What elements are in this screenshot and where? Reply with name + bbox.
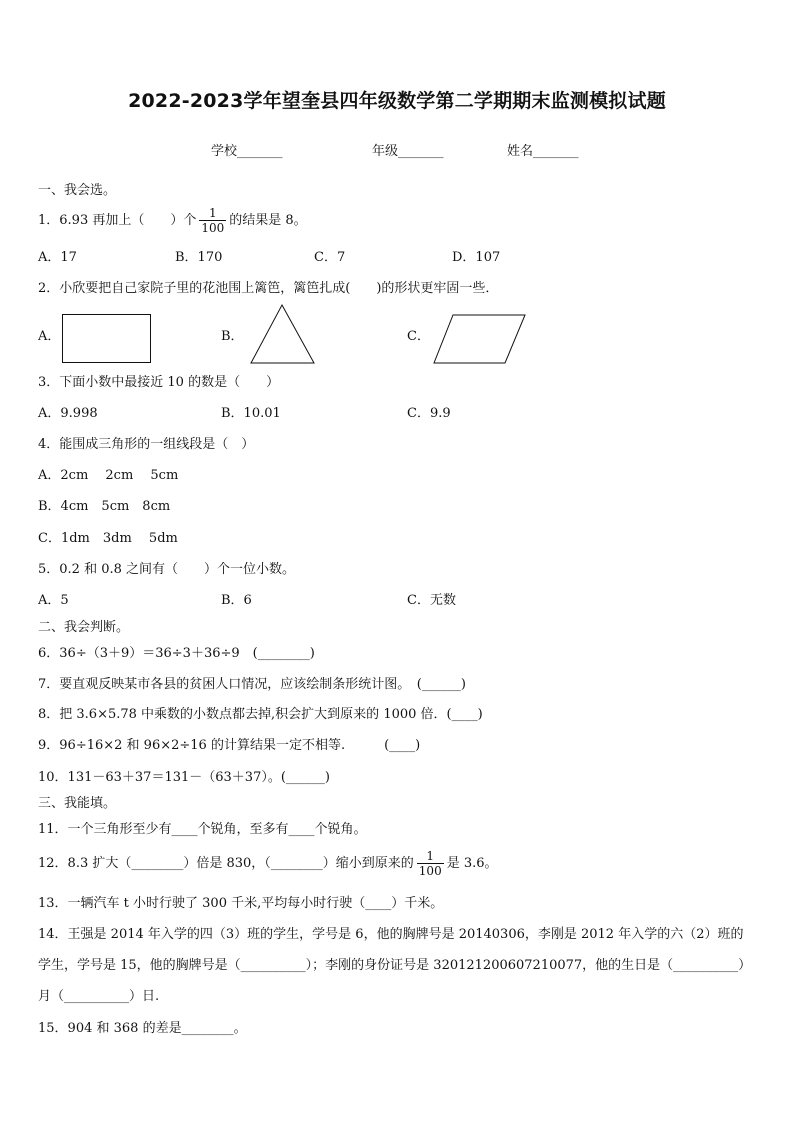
- q5-option-c: C．无数: [407, 593, 456, 608]
- question-10: 10．131－63＋37＝131－（63＋37）。(______): [38, 770, 330, 785]
- triangle-figure: [250, 304, 316, 364]
- name-field: 姓名_______: [507, 144, 579, 159]
- question-11: 11．一个三角形至少有____个锐角，至多有____个锐角。: [38, 822, 367, 837]
- question-13: 13．一辆汽车 t 小时行驶了 300 千米,平均每小时行驶（____）千米。: [38, 896, 444, 911]
- question-12-text-after: 是 3.6。: [446, 856, 498, 871]
- question-12: [38, 849, 498, 879]
- q5-option-b: B．6: [221, 593, 252, 608]
- question-1-text-after: 的结果是 8。: [229, 213, 307, 228]
- page-title: 2022-2023学年望奎县四年级数学第二学期期末监测模拟试题: [128, 90, 666, 112]
- grade-field: 年级_______: [372, 144, 444, 159]
- fraction-one-hundredth: $\frac{1}{100}$: [201, 206, 225, 235]
- question-8: 8．把 3.6×5.78 中乘数的小数点都去掉,积会扩大到原来的 1000 倍．(____): [38, 707, 483, 722]
- question-14-line-2: 学生，学号是 15，他的胸牌号是（__________）；李刚的身份证号是 320121200607210077，他的生日是（__________）: [38, 958, 752, 973]
- q3-option-a: A．9.998: [38, 406, 98, 421]
- question-9: 9．96÷16×2 和 96×2÷16 的计算结果一定不相等. (____): [38, 738, 421, 753]
- q3-option-b: B．10.01: [221, 406, 281, 421]
- question-3: 3．下面小数中最接近 10 的数是（ ）: [38, 375, 280, 390]
- question-14-line-3: 月（__________）日.: [38, 989, 160, 1004]
- q1-option-a: A．17: [38, 250, 77, 265]
- q1-option-c: C．7: [314, 250, 346, 265]
- school-field: 学校_______: [211, 144, 283, 159]
- question-7: 7．要直观反映某市各县的贫困人口情况，应该绘制条形统计图。 (______): [38, 677, 466, 692]
- question-4: 4．能围成三角形的一组线段是（ ）: [38, 437, 255, 452]
- question-1-text-before: 1．6.93 再加上（ ）个: [38, 213, 197, 228]
- question-2: 2．小欣要把自己家院子里的花池围上篱笆，篱笆扎成( )的形状更牢固一些．: [38, 281, 499, 296]
- question-14-line-1: 14．王强是 2014 年入学的四（3）班的学生，学号是 6，他的胸牌号是 20140306，李刚是 2012 年入学的六（2）班的: [38, 927, 744, 942]
- section-heading-judge: 二、我会判断。: [38, 620, 130, 635]
- section-heading-fill: 三、我能填。: [38, 796, 117, 811]
- q1-option-d: D．107: [452, 250, 501, 265]
- q2-option-c: C．: [407, 329, 430, 344]
- q2-option-a: A．: [38, 329, 61, 344]
- q4-option-a: A．2cm 2cm 5cm: [38, 468, 179, 483]
- q4-option-b: B．4cm 5cm 8cm: [38, 499, 171, 514]
- q4-option-c: C．1dm 3dm 5dm: [38, 531, 178, 546]
- question-6: 6．36÷（3＋9）＝36÷3＋36÷9 (________): [38, 646, 315, 661]
- q5-option-a: A．5: [38, 593, 69, 608]
- q2-option-b: B．: [221, 329, 244, 344]
- parallelogram-figure: [433, 314, 527, 364]
- q3-option-c: C．9.9: [407, 406, 451, 421]
- rectangle-figure: [62, 314, 152, 364]
- fraction-one-hundredth: $\frac{1}{100}$: [418, 849, 442, 878]
- question-15: 15．904 和 368 的差是________。: [38, 1021, 247, 1036]
- question-12-text-before: 12．8.3 扩大（________）倍是 830，（________）缩小到原来的: [38, 856, 414, 871]
- question-1: [38, 206, 307, 236]
- question-5: 5．0.2 和 0.8 之间有（ ）个一位小数。: [38, 562, 296, 577]
- section-heading-choice: 一、我会选。: [38, 183, 117, 198]
- q1-option-b: B．170: [175, 250, 223, 265]
